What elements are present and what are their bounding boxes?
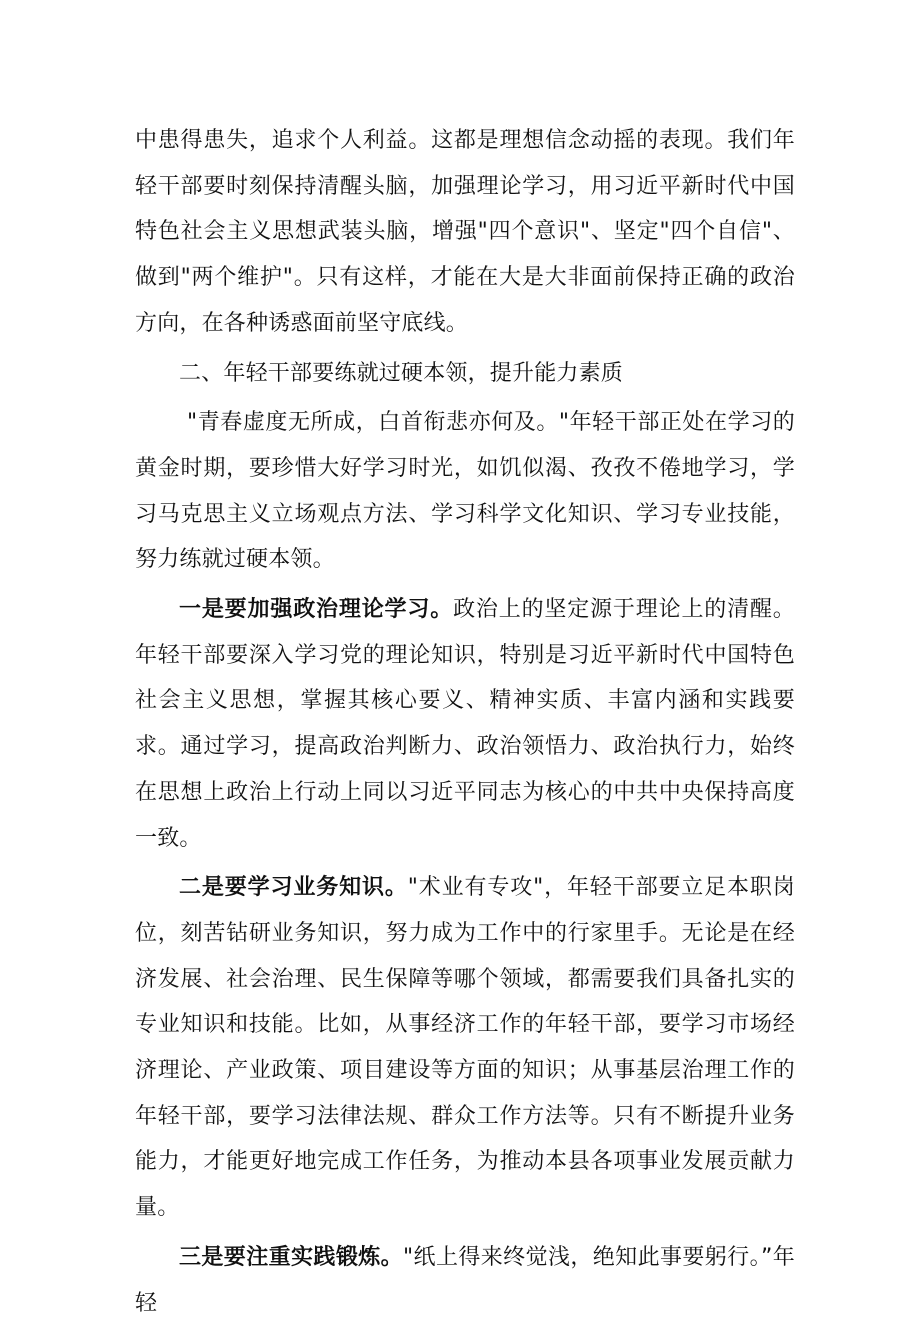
paragraph-point-2 <box>135 865 795 1231</box>
paragraph-point-3 <box>135 1235 795 1326</box>
paragraph-lead: 一是要加强政治理论学习。 <box>179 597 454 623</box>
paragraph-text: "纸上得来终觉浅，绝知此事要躬行。”年轻 <box>135 1244 795 1316</box>
section-heading <box>135 351 795 397</box>
paragraph-text: 中患得患失，追求个人利益。这都是理想信念动摇的表现。我们年轻干部要时刻保持清醒头脑，加强理论学习，用习近平新时代中国特色社会主义思想武装头脑，增强"四个意识"、坚定"四个自信"、做到"两个维护"。只有这样，才能在大是大非面前保持正确的政治方向，在各种诱惑面前坚守底线。 <box>135 128 795 336</box>
document-body <box>135 118 795 1326</box>
paragraph-intro <box>135 400 795 583</box>
paragraph-continuation <box>135 118 795 347</box>
paragraph-text: "青春虚度无所成，白首衔悲亦何及。"年轻干部正处在学习的黄金时期，要珍惜大好学习时光，如饥似渴、孜孜不倦地学习，学习马克思主义立场观点方法、学习科学文化知识、学习专业技能，努力练就过硬本领。 <box>135 410 795 573</box>
paragraph-text: "术业有专攻"，年轻干部要立足本职岗位，刻苦钻研业务知识，努力成为工作中的行家里手。无论是在经济发展、社会治理、民生保障等哪个领域，都需要我们具备扎实的专业知识和技能。比如，从事经济工作的年轻干部，要学习市场经济理论、产业政策、项目建设等方面的知识；从事基层治理工作的年轻干部，要学习法律法规、群众工作方法等。只有不断提升业务能力，才能更好地完成工作任务，为推动本县各项事业发展贡献力量。 <box>135 875 795 1221</box>
paragraph-lead: 三是要注重实践锻炼。 <box>179 1244 404 1270</box>
paragraph-text: 政治上的坚定源于理论上的清醒。年轻干部要深入学习党的理论知识，特别是习近平新时代中国特色社会主义思想，掌握其核心要义、精神实质、丰富内涵和实践要求。通过学习，提高政治判断力、政治领悟力、政治执行力，始终在思想上政治上行动上同以习近平同志为核心的中共中央保持高度一致。 <box>135 597 795 851</box>
paragraph-point-1 <box>135 587 795 861</box>
paragraph-lead: 二是要学习业务知识。 <box>179 875 408 901</box>
section-heading-text: 二、年轻干部要练就过硬本领，提升能力素质 <box>179 360 624 386</box>
